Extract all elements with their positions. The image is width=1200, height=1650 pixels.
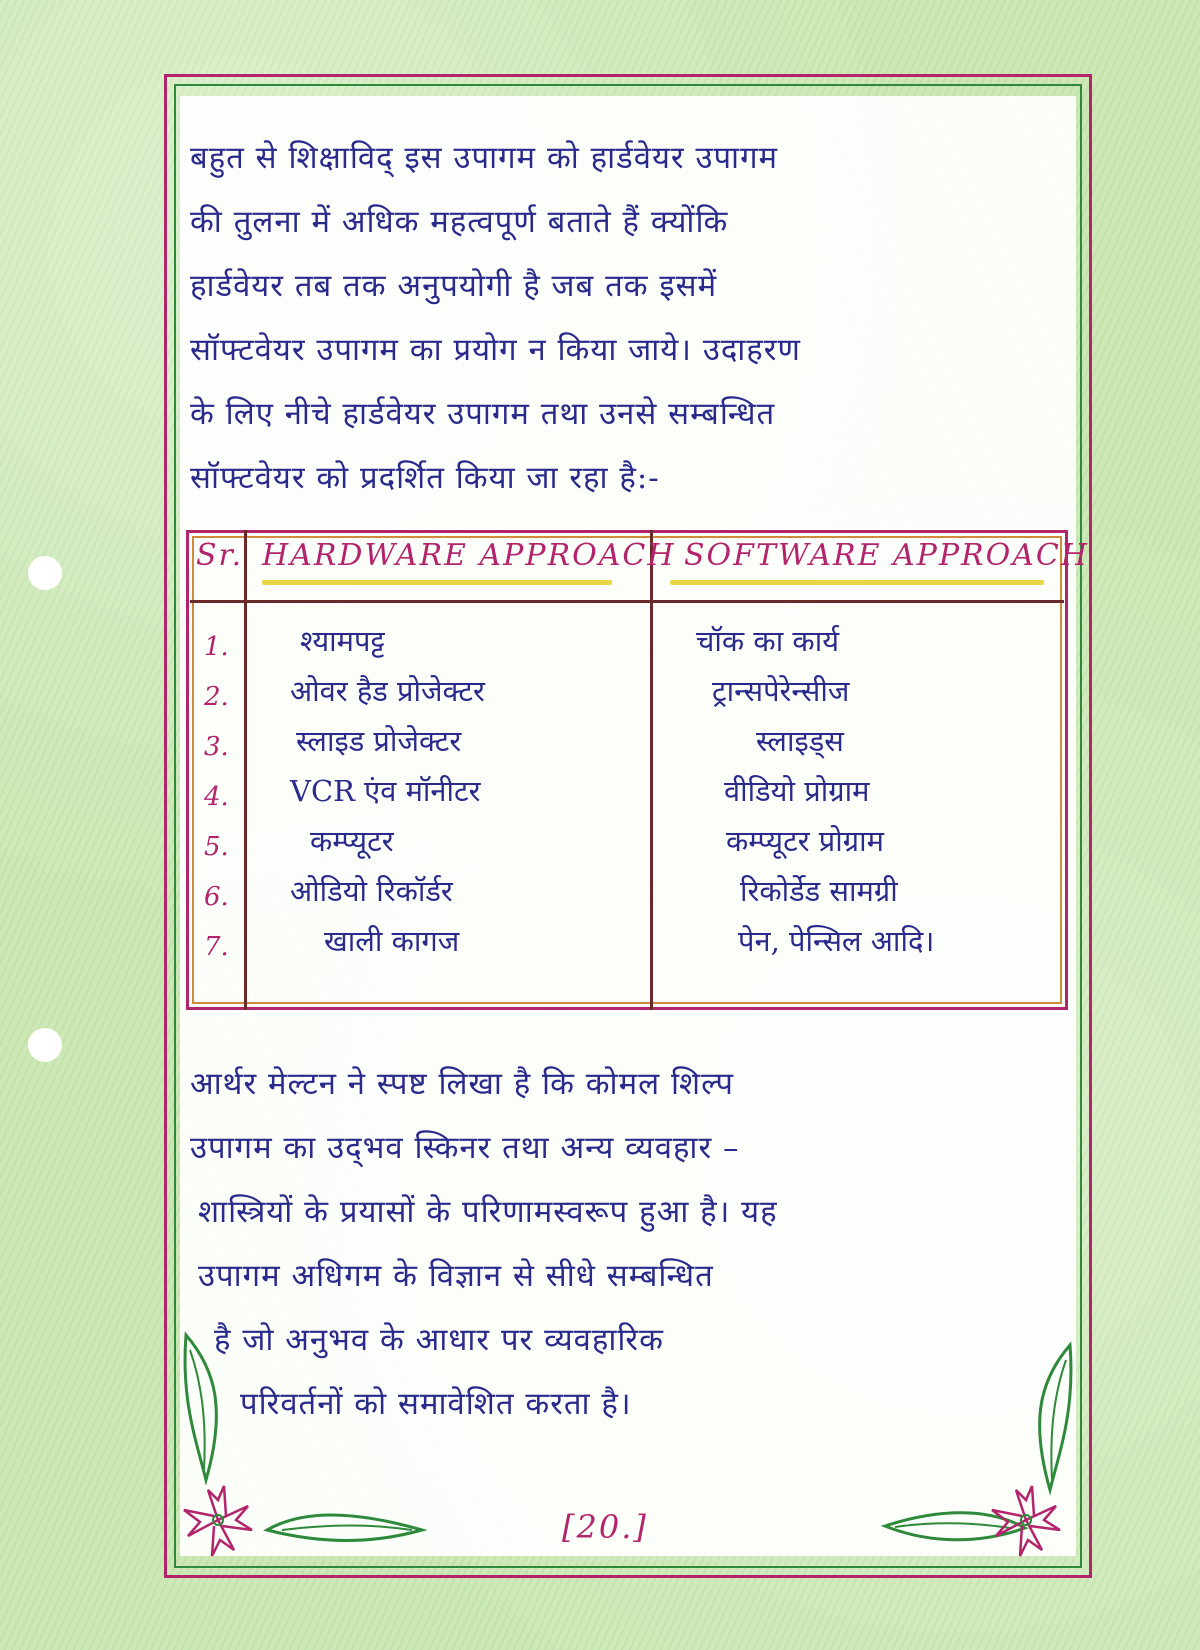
intro-paragraph: [190, 126, 801, 510]
paragraph-line: है जो अनुभव के आधार पर व्यवहारिक: [214, 1322, 664, 1358]
left-leaf-ornament-icon: [176, 1330, 236, 1490]
table-row-number: 2.: [204, 682, 229, 712]
table-cell-software: ट्रान्सपेरेन्सीज: [712, 674, 850, 708]
table-header-divider: [190, 600, 1064, 603]
paragraph-line: बहुत से शिक्षाविद् इस उपागम को हार्डवेयर उपागम: [190, 140, 779, 176]
paragraph-line: सॉफ्टवेयर उपागम का प्रयोग न किया जाये। उदाहरण: [190, 332, 801, 368]
table-cell-hardware: ओडियो रिकॉर्डर: [290, 874, 453, 908]
table-header-sr: Sr.: [196, 538, 244, 573]
table-cell-hardware: कम्प्यूटर: [310, 824, 394, 858]
table-cell-hardware: स्लाइड प्रोजेक्टर: [296, 724, 462, 758]
header-underline-hardware: [262, 580, 612, 585]
paragraph-line: शास्त्रियों के प्रयासों के परिणामस्वरूप हुआ है। यह: [198, 1194, 778, 1230]
table-row-number: 7.: [204, 932, 229, 962]
table-header-hardware: HARDWARE APPROACH: [262, 538, 676, 573]
table-cell-hardware: ओवर हैड प्रोजेक्टर: [290, 674, 485, 708]
table-header-software: SOFTWARE APPROACH: [684, 538, 1090, 573]
left-vine-ornament-icon: [262, 1500, 432, 1550]
paragraph-line: उपागम का उद्‌भव स्किनर तथा अन्य व्यवहार –: [190, 1130, 740, 1166]
table-row-number: 3.: [204, 732, 229, 762]
header-underline-software: [670, 580, 1044, 585]
table-cell-software: रिकोर्डेड सामग्री: [740, 874, 898, 908]
paragraph-line: के लिए नीचे हार्डवेयर उपागम तथा उनसे सम्बन्धित: [190, 396, 776, 432]
left-flower-ornament-icon: [178, 1480, 258, 1560]
paragraph-line: सॉफ्टवेयर को प्रदर्शित किया जा रहा है:-: [190, 460, 660, 496]
right-leaf-ornament-icon: [1020, 1340, 1080, 1500]
table-cell-software: स्लाइड्स: [756, 724, 844, 758]
paragraph-line: उपागम अधिगम के विज्ञान से सीधे सम्बन्धित: [198, 1258, 714, 1294]
table-row-number: 1.: [204, 632, 229, 662]
table-cell-hardware: श्यामपट्ट: [300, 624, 385, 658]
table-cell-hardware: खाली कागज: [324, 924, 460, 958]
paragraph-line: परिवर्तनों को समावेशित करता है।: [240, 1386, 632, 1422]
punch-hole-bottom: [28, 1028, 62, 1062]
table-row-number: 5.: [204, 832, 229, 862]
paragraph-line: हार्डवेयर तब तक अनुपयोगी है जब तक इसमें: [190, 268, 718, 304]
table-cell-software: कम्प्यूटर प्रोग्राम: [726, 824, 884, 858]
page-number: [20.]: [562, 1508, 648, 1546]
table-cell-software: चॉक का कार्य: [696, 624, 840, 658]
table-cell-software: पेन, पेन्सिल आदि।: [738, 924, 935, 958]
paragraph-line: की तुलना में अधिक महत्वपूर्ण बताते हैं क्योंकि: [190, 204, 729, 240]
paragraph-line: आर्थर मेल्टन ने स्पष्ट लिखा है कि कोमल शिल्प: [190, 1066, 735, 1102]
table-cell-hardware: VCR एंव मॉनीटर: [290, 774, 481, 808]
punch-hole-top: [28, 556, 62, 590]
table-row-number: 4.: [204, 782, 229, 812]
right-flower-ornament-icon: [986, 1480, 1066, 1560]
melton-paragraph: [190, 1052, 778, 1436]
table-row-number: 6.: [204, 882, 229, 912]
table-cell-software: वीडियो प्रोग्राम: [724, 774, 870, 808]
